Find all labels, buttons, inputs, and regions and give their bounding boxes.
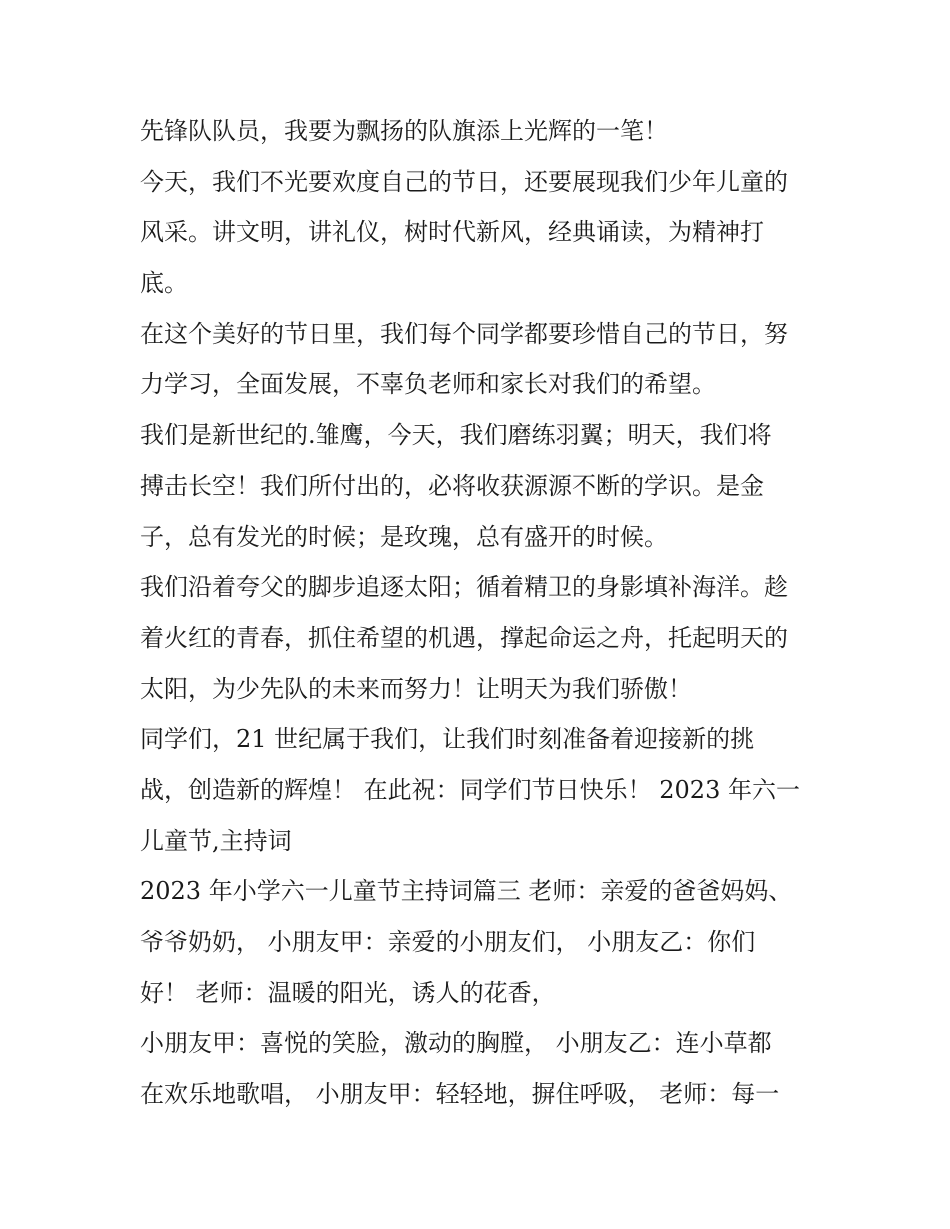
text-line: 风采。讲文明，讲礼仪，树时代新风，经典诵读，为精神打 [140,218,764,247]
text-line: 爷爷奶奶， 小朋友甲：亲爱的小朋友们， 小朋友乙：你们 [140,928,756,956]
text-line: 搏击长空！我们所付出的，必将收获源源不断的学识。是金 [140,471,764,500]
text-line: 着火红的青春，抓住希望的机遇，撑起命运之舟，托起明天的 [140,623,788,652]
text-line: 底。 [140,269,188,298]
text-line: 2023 年小学六一儿童节主持词篇三 老师：亲爱的爸爸妈妈、 [140,877,793,906]
text-line: 战，创造新的辉煌！ 在此祝：同学们节日快乐！ 2023 年六一 [140,775,800,804]
text-line: 今天，我们不光要欢度自己的节日，还要展现我们少年儿童的 [140,167,788,196]
text-line: 好！ 老师：温暖的阳光，诱人的花香， [140,978,556,1007]
text-line: 小朋友甲：喜悦的笑脸，激动的胸膛， 小朋友乙：连小草都 [140,1029,772,1058]
document-body [140,106,830,1120]
text-line: 太阳，为少先队的未来而努力！让明天为我们骄傲！ [140,674,692,703]
text-line: 在欢乐地歌唱， 小朋友甲：轻轻地，摒住呼吸， 老师：每一 [140,1080,780,1109]
text-line: 我们沿着夸父的脚步追逐太阳；循着精卫的身影填补海洋。趁 [140,573,788,602]
text-line: 力学习，全面发展，不辜负老师和家长对我们的希望。 [140,370,716,399]
text-line: 同学们，21 世纪属于我们，让我们时刻准备着迎接新的挑 [140,725,755,754]
text-line: 我们是新世纪的.雏鹰，今天，我们磨练羽翼；明天，我们将 [140,421,772,450]
text-line: 在这个美好的节日里，我们每个同学都要珍惜自己的节日，努 [140,319,788,348]
text-line: 子，总有发光的时候；是玫瑰，总有盛开的时候。 [140,522,668,551]
text-line: 先锋队队员，我要为飘扬的队旗添上光辉的一笔！ [140,117,668,145]
text-line: 儿童节,主持词 [140,826,292,855]
